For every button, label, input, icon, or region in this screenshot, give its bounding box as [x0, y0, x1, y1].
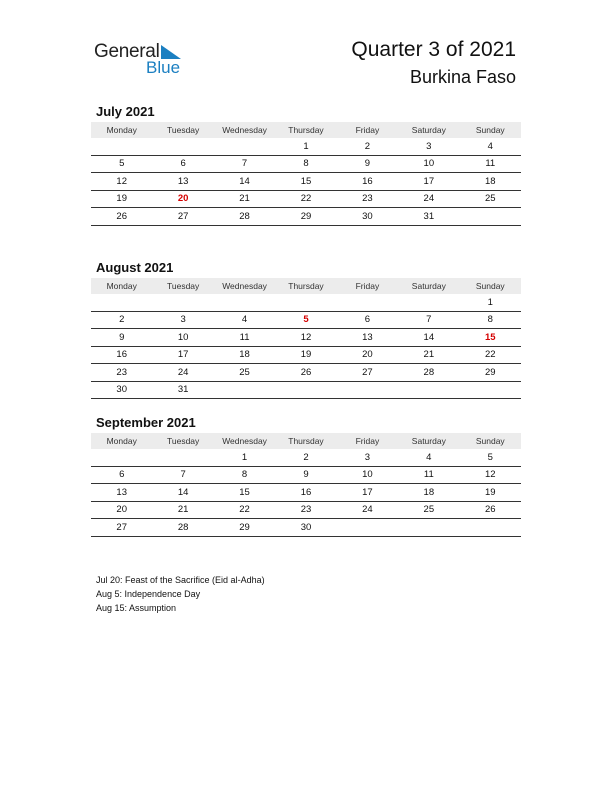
day-cell: 6	[337, 311, 398, 329]
day-cell: 4	[398, 449, 459, 466]
day-cell: 8	[275, 155, 336, 173]
day-cell: 21	[398, 346, 459, 364]
weekday-header: Friday	[337, 122, 398, 138]
day-cell: 5	[460, 449, 521, 466]
weekday-header-row	[91, 278, 521, 294]
day-cell: 7	[152, 466, 213, 484]
weekday-header: Wednesday	[214, 278, 275, 294]
day-cell: 4	[214, 311, 275, 329]
day-cell	[91, 449, 152, 466]
day-cell	[152, 138, 213, 155]
weekday-header: Sunday	[460, 433, 521, 449]
weekday-header: Friday	[337, 278, 398, 294]
day-cell: 17	[152, 346, 213, 364]
day-cell: 16	[337, 173, 398, 191]
day-cell	[152, 449, 213, 466]
day-cell: 20	[337, 346, 398, 364]
day-cell: 29	[214, 519, 275, 537]
day-cell	[337, 519, 398, 537]
day-cell: 13	[152, 173, 213, 191]
week-row	[91, 501, 521, 519]
weekday-header: Monday	[91, 278, 152, 294]
weekday-header: Friday	[337, 433, 398, 449]
holiday-notes	[96, 573, 265, 615]
week-row	[91, 311, 521, 329]
day-cell: 17	[398, 173, 459, 191]
week-row	[91, 155, 521, 173]
week-row	[91, 364, 521, 382]
week-row	[91, 346, 521, 364]
week-row	[91, 329, 521, 347]
day-cell: 10	[337, 466, 398, 484]
day-cell: 24	[152, 364, 213, 382]
day-cell	[398, 294, 459, 311]
month-title: August 2021	[96, 260, 174, 275]
day-cell	[398, 519, 459, 537]
day-cell	[214, 138, 275, 155]
day-cell: 7	[214, 155, 275, 173]
weekday-header: Tuesday	[152, 278, 213, 294]
day-cell	[152, 294, 213, 311]
day-cell: 30	[337, 208, 398, 226]
country-name: Burkina Faso	[409, 67, 516, 87]
logo-text-general: General	[94, 41, 160, 62]
day-cell	[460, 381, 521, 399]
day-cell: 30	[91, 381, 152, 399]
day-cell	[275, 294, 336, 311]
day-cell: 6	[91, 466, 152, 484]
day-cell: 19	[275, 346, 336, 364]
day-cell: 8	[214, 466, 275, 484]
day-cell: 9	[91, 329, 152, 347]
day-cell: 13	[337, 329, 398, 347]
day-cell: 1	[460, 294, 521, 311]
day-cell	[460, 519, 521, 537]
day-cell: 27	[152, 208, 213, 226]
day-cell: 28	[152, 519, 213, 537]
day-cell: 16	[275, 484, 336, 502]
month-september	[91, 414, 521, 537]
day-cell: 18	[398, 484, 459, 502]
day-cell: 26	[275, 364, 336, 382]
weekday-header: Tuesday	[152, 122, 213, 138]
day-cell: 14	[214, 173, 275, 191]
day-cell: 6	[152, 155, 213, 173]
day-cell: 31	[398, 208, 459, 226]
week-row	[91, 190, 521, 208]
holiday-note: Aug 5: Independence Day	[96, 589, 201, 599]
generalblue-logo	[94, 41, 194, 79]
day-cell: 30	[275, 519, 336, 537]
day-cell: 23	[337, 190, 398, 208]
week-row	[91, 449, 521, 466]
week-row	[91, 484, 521, 502]
day-cell	[214, 294, 275, 311]
page-title: Quarter 3 of 2021	[351, 38, 516, 61]
day-cell: 2	[337, 138, 398, 155]
day-cell	[460, 208, 521, 226]
day-cell: 2	[91, 311, 152, 329]
day-cell: 11	[214, 329, 275, 347]
week-row	[91, 208, 521, 226]
weekday-header: Saturday	[398, 433, 459, 449]
day-cell: 27	[337, 364, 398, 382]
weekday-header: Thursday	[275, 278, 336, 294]
day-cell: 25	[214, 364, 275, 382]
day-cell: 21	[152, 501, 213, 519]
day-cell: 25	[398, 501, 459, 519]
weekday-header: Monday	[91, 122, 152, 138]
weekday-header-row	[91, 122, 521, 138]
day-cell: 1	[275, 138, 336, 155]
day-cell: 17	[337, 484, 398, 502]
day-cell: 13	[91, 484, 152, 502]
day-cell: 26	[91, 208, 152, 226]
day-cell: 18	[214, 346, 275, 364]
day-cell: 3	[152, 311, 213, 329]
calendar-table	[91, 278, 521, 399]
day-cell	[337, 294, 398, 311]
day-cell: 1	[214, 449, 275, 466]
day-cell: 29	[275, 208, 336, 226]
weekday-header: Tuesday	[152, 433, 213, 449]
day-cell: 20	[91, 501, 152, 519]
day-cell: 15	[214, 484, 275, 502]
weekday-header-row	[91, 433, 521, 449]
week-row	[91, 381, 521, 399]
month-title: September 2021	[96, 415, 196, 430]
day-cell: 22	[275, 190, 336, 208]
day-cell: 12	[275, 329, 336, 347]
weekday-header: Monday	[91, 433, 152, 449]
day-cell: 19	[460, 484, 521, 502]
logo-triangle-icon	[161, 45, 181, 59]
day-cell: 14	[398, 329, 459, 347]
day-cell	[91, 138, 152, 155]
day-cell: 29	[460, 364, 521, 382]
day-cell: 12	[460, 466, 521, 484]
weekday-header: Sunday	[460, 122, 521, 138]
day-cell: 22	[460, 346, 521, 364]
day-cell: 4	[460, 138, 521, 155]
day-cell: 11	[460, 155, 521, 173]
day-cell: 28	[214, 208, 275, 226]
day-cell: 25	[460, 190, 521, 208]
week-row	[91, 466, 521, 484]
day-cell: 27	[91, 519, 152, 537]
day-cell: 9	[275, 466, 336, 484]
day-cell: 19	[91, 190, 152, 208]
holiday-day-cell: 20	[152, 190, 213, 208]
day-cell: 11	[398, 466, 459, 484]
day-cell: 24	[337, 501, 398, 519]
day-cell	[275, 381, 336, 399]
day-cell: 28	[398, 364, 459, 382]
weekday-header: Sunday	[460, 278, 521, 294]
day-cell	[398, 381, 459, 399]
month-title: July 2021	[96, 104, 155, 119]
day-cell: 16	[91, 346, 152, 364]
day-cell: 22	[214, 501, 275, 519]
calendar-table	[91, 122, 521, 226]
day-cell: 10	[398, 155, 459, 173]
day-cell: 9	[337, 155, 398, 173]
day-cell: 8	[460, 311, 521, 329]
day-cell: 3	[398, 138, 459, 155]
week-row	[91, 173, 521, 191]
day-cell: 26	[460, 501, 521, 519]
weekday-header: Thursday	[275, 122, 336, 138]
day-cell: 21	[214, 190, 275, 208]
day-cell: 15	[275, 173, 336, 191]
weekday-header: Saturday	[398, 278, 459, 294]
day-cell: 12	[91, 173, 152, 191]
logo-text-blue: Blue	[146, 58, 181, 77]
week-row	[91, 294, 521, 311]
day-cell: 7	[398, 311, 459, 329]
day-cell: 18	[460, 173, 521, 191]
week-row	[91, 138, 521, 155]
month-july	[91, 103, 521, 226]
holiday-note: Aug 15: Assumption	[96, 603, 177, 613]
day-cell: 3	[337, 449, 398, 466]
holiday-note: Jul 20: Feast of the Sacrifice (Eid al-Adha)	[96, 575, 265, 585]
weekday-header: Wednesday	[214, 433, 275, 449]
day-cell: 14	[152, 484, 213, 502]
day-cell: 24	[398, 190, 459, 208]
calendar-table	[91, 433, 521, 537]
month-august	[91, 259, 521, 399]
day-cell: 31	[152, 381, 213, 399]
weekday-header: Saturday	[398, 122, 459, 138]
holiday-day-cell: 15	[460, 329, 521, 347]
day-cell	[337, 381, 398, 399]
day-cell: 5	[91, 155, 152, 173]
day-cell: 10	[152, 329, 213, 347]
holiday-day-cell: 5	[275, 311, 336, 329]
weekday-header: Thursday	[275, 433, 336, 449]
weekday-header: Wednesday	[214, 122, 275, 138]
week-row	[91, 519, 521, 537]
day-cell: 2	[275, 449, 336, 466]
day-cell	[91, 294, 152, 311]
day-cell	[214, 381, 275, 399]
day-cell: 23	[91, 364, 152, 382]
day-cell: 23	[275, 501, 336, 519]
